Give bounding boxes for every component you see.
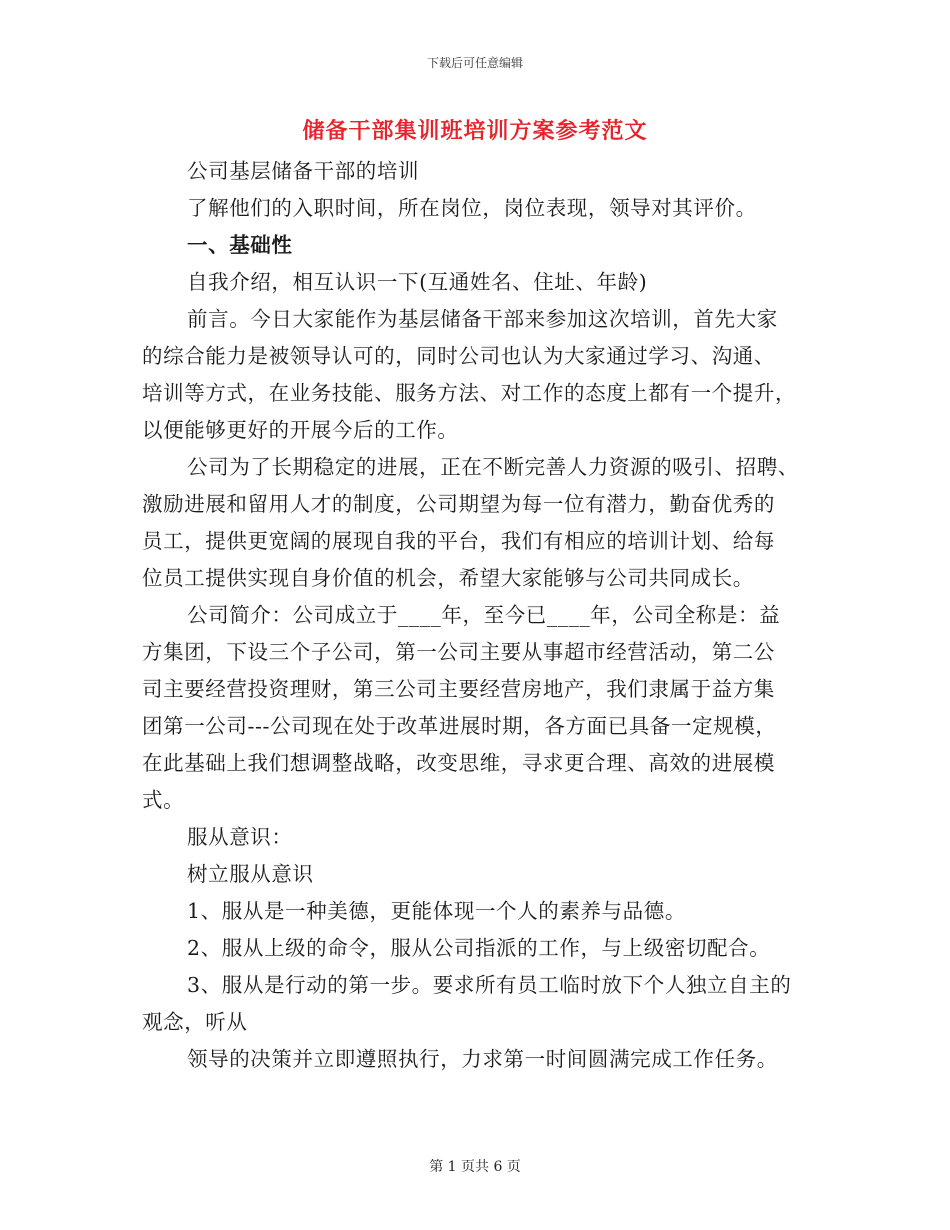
body-line: 员工，提供更宽阔的展现自我的平台，我们有相应的培训计划、给每 (142, 529, 775, 553)
body-line: 2、服从上级的命令，服从公司指派的工作，与上级密切配合。 (187, 936, 771, 960)
body-line: 团第一公司---公司现在处于改革进展时期，各方面已具备一定规模， (142, 714, 777, 738)
page-header: 下载后可任意编辑 (426, 56, 523, 70)
body-line: 激励进展和留用人才的制度，公司期望为每一位有潜力，勤奋优秀的 (142, 492, 775, 516)
body-line: 服从意识： (187, 825, 293, 849)
document-title: 储备干部集训班培训方案参考范文 (302, 118, 648, 144)
body-line: 培训等方式，在业务技能、服务方法、对工作的态度上都有一个提升， (142, 381, 797, 405)
body-line: 司主要经营投资理财，第三公司主要经营房地产，我们隶属于益方集 (142, 677, 775, 701)
body-line: 1、服从是一种美德，更能体现一个人的素养与品德。 (187, 899, 686, 923)
body-line: 了解他们的入职时间，所在岗位，岗位表现，领导对其评价。 (187, 196, 757, 220)
body-line: 以便能够更好的开展今后的工作。 (142, 418, 459, 442)
body-line: 前言。今日大家能作为基层储备干部来参加这次培训，首先大家 (187, 307, 778, 331)
body-line: 3、服从是行动的第一步。要求所有员工临时放下个人独立自主的 (187, 973, 792, 997)
body-line: 的综合能力是被领导认可的，同时公司也认为大家通过学习、沟通、 (142, 344, 775, 368)
body-line: 位员工提供实现自身价值的机会，希望大家能够与公司共同成长。 (142, 566, 754, 590)
body-line: 式。 (142, 788, 185, 812)
body-line: 树立服从意识 (187, 862, 314, 886)
document-body (142, 153, 810, 1078)
body-line: 公司基层储备干部的培训 (187, 159, 420, 183)
page-number: 第 1 页共 6 页 (429, 1159, 521, 1175)
body-line: 观念，听从 (142, 1010, 248, 1034)
body-line: 方集团，下设三个子公司，第一公司主要从事超市经营活动，第二公 (142, 640, 775, 664)
section-heading: 一、基础性 (187, 233, 293, 257)
body-line: 自我介绍，相互认识一下(互通姓名、住址、年龄) (187, 270, 648, 294)
body-line: 领导的决策并立即遵照执行，力求第一时间圆满完成工作任务。 (187, 1047, 778, 1071)
body-line: 在此基础上我们想调整战略，改变思维，寻求更合理、高效的进展模 (142, 751, 775, 775)
body-line: 公司为了长期稳定的进展，正在不断完善人力资源的吸引、招聘、 (187, 455, 799, 479)
body-line: 公司简介：公司成立于____年，至今已____年，公司全称是：益 (187, 603, 781, 627)
